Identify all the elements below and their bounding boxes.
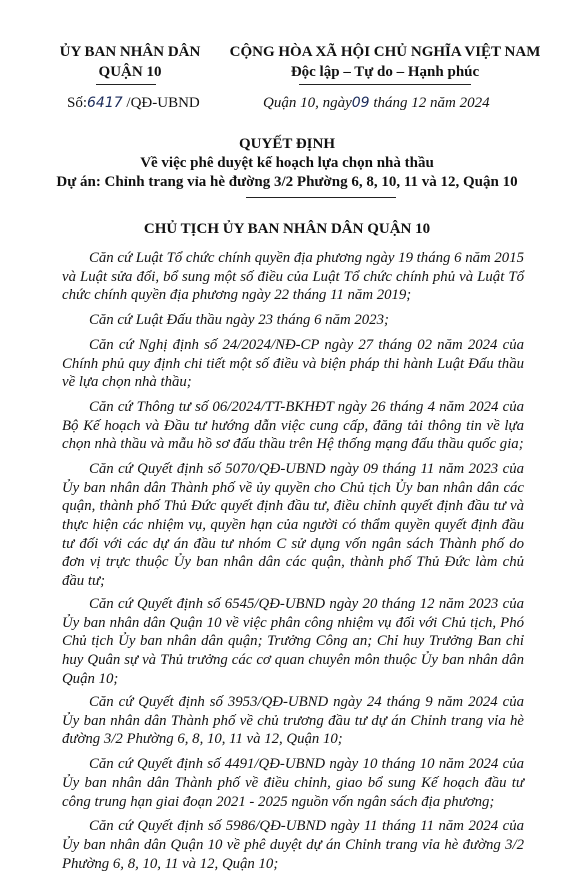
legal-basis-paragraph: Căn cứ Quyết định số 3953/QĐ-UBND ngày 24 tháng 9 năm 2024 của Ủy ban nhân dân Thành phố về chủ trương đầu tư dự án Chỉnh trang vỉa hè đường 3/2 Phường 6, 8, 10, 11 và 12, Quận 10; [62,694,524,748]
legal-basis-paragraph: Căn cứ Quyết định số 6545/QĐ-UBND ngày 20 tháng 12 năm 2023 của Ủy ban nhân dân Quận 10 về việc phân công nhiệm vụ đối với Chủ tịch, Phó Chủ tịch Ủy ban nhân dân quận; Trưởng Công an; Chỉ huy Trưởng Ban chỉ huy Quân sự và Thủ trưởng các cơ quan chuyên môn thuộc Ủy ban nhân dân Quận 10; [62,596,524,687]
date-day-handwritten: 09 [351,95,370,111]
legal-basis-paragraph: Căn cứ Luật Đấu thầu ngày 23 tháng 6 năm 2023; [89,312,389,329]
national-motto-underline [299,84,471,85]
project-name: Dự án: Chỉnh trang vỉa hè đường 3/2 Phường 6, 8, 10, 11 và 12, Quận 10 [56,174,518,190]
legal-basis-paragraph: Căn cứ Luật Tổ chức chính quyền địa phương ngày 19 tháng 6 năm 2015 và Luật sửa đổi, bổ sung một số điều của Luật Tổ chức chính phủ và Luật Tổ chức chính quyền địa phương ngày 22 tháng 11 năm 2019; [62,250,524,304]
date-suffix: tháng 12 năm 2024 [369,95,490,111]
document-type-title: QUYẾT ĐỊNH [239,136,335,152]
national-motto [220,42,550,82]
legal-basis-section [62,249,524,879]
document-number-suffix: /QĐ-UBND [122,95,200,111]
legal-basis-paragraph: Căn cứ Quyết định số 4491/QĐ-UBND ngày 10 tháng 10 năm 2024 của Ủy ban nhân dân Thành phố về điều chỉnh, giao bổ sung Kế hoạch đầu tư công trung hạn giai đoạn 2021 - 2025 nguồn vốn ngân sách địa phương; [62,756,524,810]
legal-basis-paragraph: Căn cứ Nghị định số 24/2024/NĐ-CP ngày 27 tháng 02 năm 2024 của Chính phủ quy định chi tiết một số điều và biện pháp thi hành Luật Đấu thầu về lựa chọn nhà thầu; [62,336,524,391]
legal-basis-paragraph: Căn cứ Quyết định số 5986/QĐ-UBND ngày 11 tháng 11 năm 2024 của Ủy ban nhân dân Quận 10 về phê duyệt dự án Chỉnh trang vỉa hè đường 3/2 Phường 6, 8, 10, 11 và 12, Quận 10; [62,818,524,872]
document-number-handwritten: 6417 [87,95,123,111]
authority-heading: CHỦ TỊCH ỦY BAN NHÂN DÂN QUẬN 10 [143,221,431,237]
legal-basis-paragraph: Căn cứ Quyết định số 5070/QĐ-UBND ngày 09 tháng 11 năm 2023 của Ủy ban nhân dân Thành phố về ủy quyền cho Chủ tịch Ủy ban nhân dân các quận, thành phố Thủ Đức quyết định đầu tư, điều chỉnh quyết định đầu tư và thực hiện các nhiệm vụ, quyền hạn của người có thẩm quyền quyết định đầu tư đối với các dự án đầu tư nhóm C sử dụng vốn ngân sách Thành phố do đơn vị trực thuộc Ủy ban nhân dân các quận, thành phố Thủ Đức làm chủ đầu tư; [62,461,524,589]
document-date [263,95,490,112]
document-number [67,95,200,112]
issuing-authority-line2: QUẬN 10 [98,64,162,80]
document-number-prefix: Số: [67,95,88,111]
issuing-authority [40,42,220,82]
issuing-authority-line1: ỦY BAN NHÂN DÂN [59,44,201,60]
title-underline [246,197,396,198]
legal-basis-paragraph: Căn cứ Thông tư số 06/2024/TT-BKHĐT ngày 26 tháng 4 năm 2024 của Bộ Kế hoạch và Đầu tư hướng dẫn việc cung cấp, đăng tải thông tin về lựa chọn nhà thầu và mẫu hồ sơ đấu thầu trên Hệ thống mạng đấu thầu quốc gia; [62,399,524,453]
date-prefix: Quận 10, ngày [263,95,352,111]
national-motto-line: Độc lập – Tự do – Hạnh phúc [290,64,480,80]
national-title: CỘNG HÒA XÃ HỘI CHỦ NGHĨA VIỆT NAM [229,44,541,60]
issuing-authority-underline [96,84,156,85]
document-subject: Về việc phê duyệt kế hoạch lựa chọn nhà thầu [140,155,434,171]
